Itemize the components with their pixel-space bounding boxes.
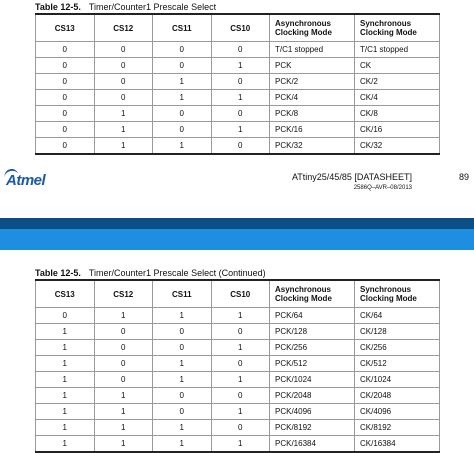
cell-cs11: 1 <box>153 74 212 90</box>
cell-cs12: 1 <box>94 308 153 324</box>
cell-cs10: 0 <box>211 138 270 155</box>
header-sync-line1: Synchronous <box>359 19 412 28</box>
cell-async-mode: PCK/8 <box>270 106 355 122</box>
header-sync-line1: Synchronous <box>359 285 412 294</box>
cell-async-mode: T/C1 stopped <box>270 42 355 58</box>
table-body <box>36 42 440 155</box>
cell-cs11: 0 <box>153 42 212 58</box>
cell-cs10: 1 <box>211 436 270 453</box>
cell-cs11: 0 <box>153 106 212 122</box>
cell-cs10: 1 <box>211 372 270 388</box>
table-row <box>36 90 440 106</box>
cell-cs13: 1 <box>36 420 95 436</box>
header-sync-line2: Clocking Mode <box>359 294 417 303</box>
cell-async-mode: PCK/2 <box>270 74 355 90</box>
cell-async-mode: PCK/8192 <box>270 420 355 436</box>
cell-sync-mode: T/C1 stopped <box>354 42 439 58</box>
cell-sync-mode: CK/32 <box>354 138 439 155</box>
table-row <box>36 356 440 372</box>
cell-cs12: 1 <box>94 420 153 436</box>
table-caption-continued <box>35 268 266 278</box>
cell-async-mode: PCK/32 <box>270 138 355 155</box>
table-number: Table 12-5. <box>35 268 81 278</box>
cell-async-mode: PCK <box>270 58 355 74</box>
table-caption <box>35 2 216 12</box>
cell-cs12: 0 <box>94 324 153 340</box>
cell-cs11: 1 <box>153 356 212 372</box>
cell-cs11: 1 <box>153 308 212 324</box>
cell-cs13: 0 <box>36 90 95 106</box>
table-number: Table 12-5. <box>35 2 81 12</box>
table-row <box>36 122 440 138</box>
cell-cs10: 1 <box>211 340 270 356</box>
cell-cs10: 1 <box>211 404 270 420</box>
cell-cs13: 0 <box>36 122 95 138</box>
cell-async-mode: PCK/16384 <box>270 436 355 453</box>
cell-cs11: 0 <box>153 324 212 340</box>
cell-async-mode: PCK/4096 <box>270 404 355 420</box>
cell-sync-mode: CK/128 <box>354 324 439 340</box>
cell-sync-mode: CK/16384 <box>354 436 439 453</box>
cell-cs13: 0 <box>36 106 95 122</box>
header-async-line2: Clocking Mode <box>275 28 332 37</box>
cell-cs12: 1 <box>94 106 153 122</box>
cell-cs11: 0 <box>153 388 212 404</box>
cell-cs13: 1 <box>36 436 95 453</box>
cell-cs11: 1 <box>153 372 212 388</box>
cell-sync-mode: CK/4096 <box>354 404 439 420</box>
cell-cs11: 1 <box>153 90 212 106</box>
logo-text: Atmel <box>6 172 46 189</box>
cell-cs10: 0 <box>211 324 270 340</box>
document-revision: 2586Q–AVR–08/2013 <box>353 185 412 191</box>
cell-cs13: 0 <box>36 74 95 90</box>
cell-cs12: 0 <box>94 58 153 74</box>
table-row <box>36 106 440 122</box>
table-row <box>36 42 440 58</box>
cell-sync-mode: CK/2 <box>354 74 439 90</box>
cell-cs13: 1 <box>36 324 95 340</box>
cell-sync-mode: CK/8 <box>354 106 439 122</box>
table-row <box>36 138 440 155</box>
cell-async-mode: PCK/512 <box>270 356 355 372</box>
cell-async-mode: PCK/2048 <box>270 388 355 404</box>
cell-cs11: 1 <box>153 138 212 155</box>
table-row <box>36 340 440 356</box>
table-row <box>36 308 440 324</box>
table-body <box>36 308 440 453</box>
cell-cs13: 1 <box>36 356 95 372</box>
header-sync-line2: Clocking Mode <box>359 28 417 37</box>
cell-async-mode: PCK/64 <box>270 308 355 324</box>
table-row <box>36 420 440 436</box>
prescale-table <box>35 13 440 155</box>
cell-async-mode: PCK/128 <box>270 324 355 340</box>
cell-cs13: 0 <box>36 42 95 58</box>
cell-sync-mode: CK/64 <box>354 308 439 324</box>
header-async-mode <box>270 280 355 308</box>
cell-cs12: 1 <box>94 122 153 138</box>
cell-cs13: 1 <box>36 340 95 356</box>
cell-cs12: 0 <box>94 340 153 356</box>
cell-cs10: 0 <box>211 106 270 122</box>
header-cs12: CS12 <box>94 14 153 42</box>
cell-cs10: 0 <box>211 42 270 58</box>
header-async-line1: Asynchronous <box>275 285 332 294</box>
cell-cs11: 0 <box>153 58 212 74</box>
cell-async-mode: PCK/4 <box>270 90 355 106</box>
table-row <box>36 372 440 388</box>
header-cs12: CS12 <box>94 280 153 308</box>
table-row <box>36 58 440 74</box>
cell-cs11: 0 <box>153 404 212 420</box>
table-row <box>36 324 440 340</box>
cell-cs13: 1 <box>36 404 95 420</box>
table-header-row <box>36 280 440 308</box>
cell-cs10: 0 <box>211 420 270 436</box>
cell-cs11: 1 <box>153 436 212 453</box>
header-async-line2: Clocking Mode <box>275 294 332 303</box>
cell-cs12: 0 <box>94 42 153 58</box>
header-cs13: CS13 <box>36 280 95 308</box>
cell-cs12: 0 <box>94 356 153 372</box>
cell-cs10: 0 <box>211 356 270 372</box>
prescale-table-continued <box>35 279 440 453</box>
header-sync-mode <box>354 280 439 308</box>
cell-cs12: 1 <box>94 388 153 404</box>
cell-sync-mode: CK/2048 <box>354 388 439 404</box>
cell-sync-mode: CK/512 <box>354 356 439 372</box>
cell-sync-mode: CK/4 <box>354 90 439 106</box>
table-row <box>36 404 440 420</box>
cell-cs13: 1 <box>36 388 95 404</box>
table-header-row <box>36 14 440 42</box>
cell-cs12: 0 <box>94 74 153 90</box>
table-row <box>36 388 440 404</box>
cell-cs13: 0 <box>36 138 95 155</box>
header-sync-mode <box>354 14 439 42</box>
document-title: ATtiny25/45/85 [DATASHEET] <box>291 172 412 182</box>
cell-async-mode: PCK/256 <box>270 340 355 356</box>
cell-cs13: 0 <box>36 308 95 324</box>
cell-cs13: 1 <box>36 372 95 388</box>
cell-cs13: 0 <box>36 58 95 74</box>
cell-cs12: 0 <box>94 90 153 106</box>
header-cs10: CS10 <box>211 280 270 308</box>
cell-cs11: 1 <box>153 420 212 436</box>
atmel-logo <box>6 172 45 189</box>
cell-async-mode: PCK/1024 <box>270 372 355 388</box>
cell-cs12: 1 <box>94 138 153 155</box>
header-async-line1: Asynchronous <box>275 19 332 28</box>
cell-sync-mode: CK/8192 <box>354 420 439 436</box>
cell-cs10: 1 <box>211 308 270 324</box>
table-title: Timer/Counter1 Prescale Select (Continued) <box>88 268 266 278</box>
header-cs13: CS13 <box>36 14 95 42</box>
cell-async-mode: PCK/16 <box>270 122 355 138</box>
cell-cs10: 0 <box>211 74 270 90</box>
cell-cs10: 1 <box>211 90 270 106</box>
cell-cs12: 1 <box>94 404 153 420</box>
table-title: Timer/Counter1 Prescale Select <box>88 2 217 12</box>
header-async-mode <box>270 14 355 42</box>
cell-cs11: 0 <box>153 340 212 356</box>
table-row <box>36 436 440 453</box>
header-cs11: CS11 <box>153 14 212 42</box>
cell-sync-mode: CK <box>354 58 439 74</box>
cell-sync-mode: CK/1024 <box>354 372 439 388</box>
page-number: 89 <box>458 172 469 182</box>
header-cs10: CS10 <box>211 14 270 42</box>
page-header-band-light <box>0 229 474 250</box>
table-row <box>36 74 440 90</box>
cell-cs12: 1 <box>94 436 153 453</box>
cell-cs12: 0 <box>94 372 153 388</box>
cell-sync-mode: CK/16 <box>354 122 439 138</box>
cell-cs10: 0 <box>211 388 270 404</box>
page-header-band-dark <box>0 218 474 229</box>
header-cs11: CS11 <box>153 280 212 308</box>
cell-cs10: 1 <box>211 122 270 138</box>
cell-cs10: 1 <box>211 58 270 74</box>
cell-cs11: 0 <box>153 122 212 138</box>
cell-sync-mode: CK/256 <box>354 340 439 356</box>
